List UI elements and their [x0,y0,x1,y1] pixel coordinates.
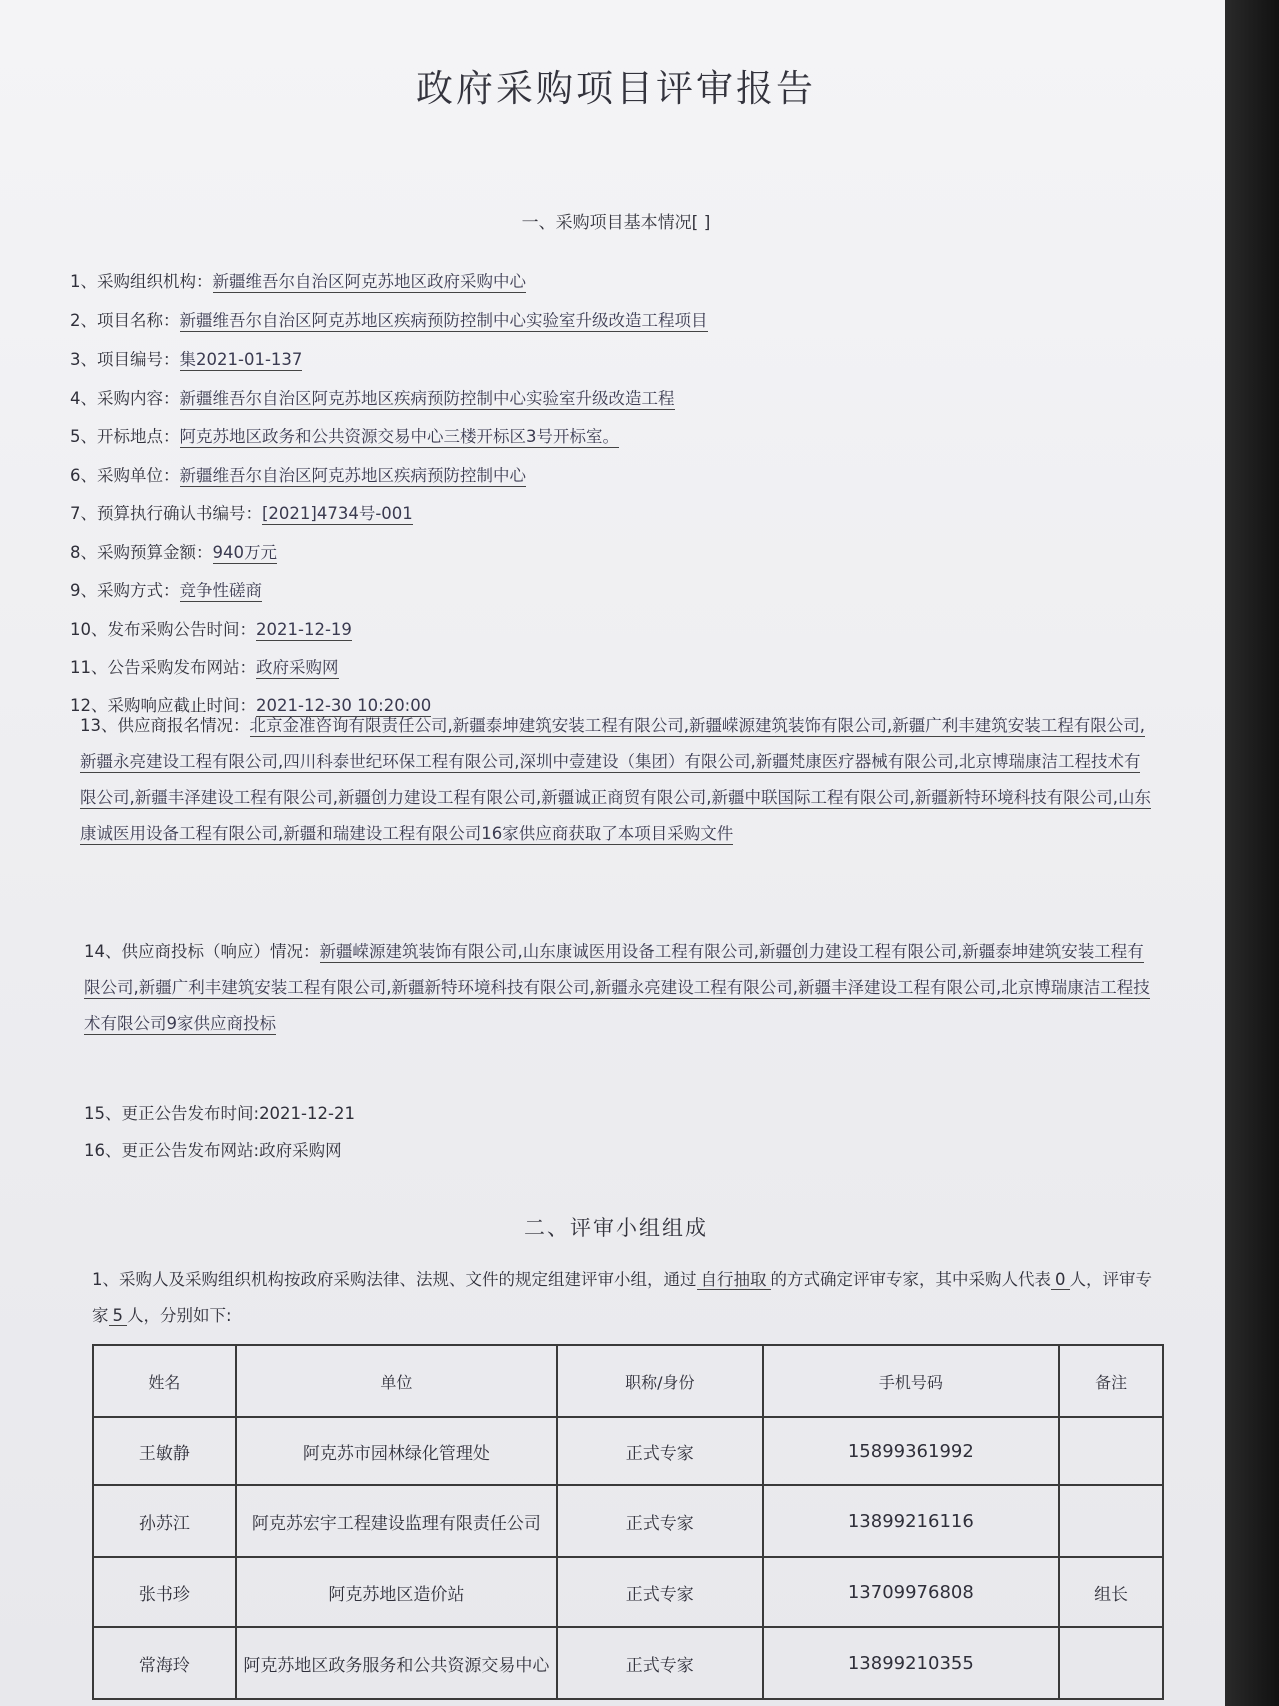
item-11: 11、公告采购发布网站：政府采购网 [70,658,339,677]
cell-phone: 13709976808 [763,1557,1060,1627]
item-7: 7、预算执行确认书编号：[2021]4734号-001 [70,504,413,523]
item-5: 5、开标地点：阿克苏地区政务和公共资源交易中心三楼开标区3号开标室。 [70,427,619,446]
review-panel-table [92,1344,1164,1700]
table-row [93,1627,1163,1699]
purchaser-rep-count: 0 [1051,1270,1070,1290]
section-2-heading: 二、评审小组组成 [524,1216,708,1240]
item-3: 3、项目编号：集2021-01-137 [70,350,303,369]
cell-title: 正式专家 [557,1485,763,1557]
item-13: 13、供应商报名情况：北京金准咨询有限责任公司,新疆泰坤建筑安装工程有限公司,新疆嵘源建筑装饰有限公司,新疆广利丰建筑安装工程有限公司,新疆永亮建设工程有限公司,四川科泰世纪环保工程有限公司,深圳中壹建设（集团）有限公司,新疆梵康医疗器械有限公司,北京博瑞康洁工程技术有限公司,新疆丰泽建设工程有限公司,新疆创力建设工程有限公司,新疆诚正商贸有限公司,新疆中联国际工程有限公司,新疆新特环境科技有限公司,山东康诚医用设备工程有限公司,新疆和瑞建设工程有限公司16家供应商获取了本项目采购文件 [80,716,1151,843]
table-row [93,1557,1163,1627]
item-14: 14、供应商投标（响应）情况：新疆嵘源建筑装饰有限公司,山东康诚医用设备工程有限公司,新疆创力建设工程有限公司,新疆泰坤建筑安装工程有限公司,新疆广利丰建筑安装工程有限公司,新疆新特环境科技有限公司,新疆永亮建设工程有限公司,新疆丰泽建设工程有限公司,北京博瑞康洁工程技术有限公司9家供应商投标 [84,942,1150,1033]
item-2: 2、项目名称：新疆维吾尔自治区阿克苏地区疾病预防控制中心实验室升级改造工程项目 [70,311,708,330]
header-name: 姓名 [93,1345,236,1417]
selection-method: 自行抽取 [697,1270,771,1290]
header-title: 职称/身份 [557,1345,763,1417]
cell-name: 常海玲 [93,1627,236,1699]
item-16: 16、更正公告发布网站:政府采购网 [84,1141,342,1160]
item-4: 4、采购内容：新疆维吾尔自治区阿克苏地区疾病预防控制中心实验室升级改造工程 [70,389,675,408]
expert-count: 5 [109,1306,128,1326]
page-title: 政府采购项目评审报告 [416,67,816,110]
table-row [93,1485,1163,1557]
cell-unit: 阿克苏宏宇工程建设监理有限责任公司 [236,1485,557,1557]
section-1-heading: 一、采购项目基本情况[ ] [521,213,711,233]
header-unit: 单位 [236,1345,557,1417]
cell-name: 孙苏江 [93,1485,236,1557]
cell-title: 正式专家 [557,1627,763,1699]
cell-unit: 阿克苏地区造价站 [236,1557,557,1627]
cell-remarks [1059,1627,1163,1699]
item-1: 1、采购组织机构：新疆维吾尔自治区阿克苏地区政府采购中心 [70,272,526,291]
cell-name: 张书珍 [93,1557,236,1627]
item-9: 9、采购方式：竞争性磋商 [70,581,262,600]
background-edge [1225,0,1279,1706]
cell-name: 王敏静 [93,1417,236,1485]
cell-unit: 阿克苏市园林绿化管理处 [236,1417,557,1485]
panel-intro: 1、采购人及采购组织机构按政府采购法律、法规、文件的规定组建评审小组，通过 自行抽取 的方式确定评审专家，其中采购人代表 0 人，评审专家 5 人，分别如下: [92,1270,1152,1325]
cell-unit: 阿克苏地区政务服务和公共资源交易中心 [236,1627,557,1699]
cell-remarks [1059,1485,1163,1557]
cell-phone: 15899361992 [763,1417,1060,1485]
header-phone: 手机号码 [763,1345,1060,1417]
item-10: 10、发布采购公告时间：2021-12-19 [70,620,352,639]
cell-phone: 13899210355 [763,1627,1060,1699]
item-8: 8、采购预算金额：940万元 [70,543,277,562]
item-15: 15、更正公告发布时间:2021-12-21 [84,1104,355,1123]
table-row [93,1417,1163,1485]
cell-title: 正式专家 [557,1557,763,1627]
table-header-row [93,1345,1163,1417]
cell-remarks: 组长 [1059,1557,1163,1627]
item-6: 6、采购单位：新疆维吾尔自治区阿克苏地区疾病预防控制中心 [70,466,526,485]
cell-remarks [1059,1417,1163,1485]
header-remarks: 备注 [1059,1345,1163,1417]
cell-phone: 13899216116 [763,1485,1060,1557]
cell-title: 正式专家 [557,1417,763,1485]
item-12: 12、采购响应截止时间：2021-12-30 10:20:00 [70,696,432,715]
